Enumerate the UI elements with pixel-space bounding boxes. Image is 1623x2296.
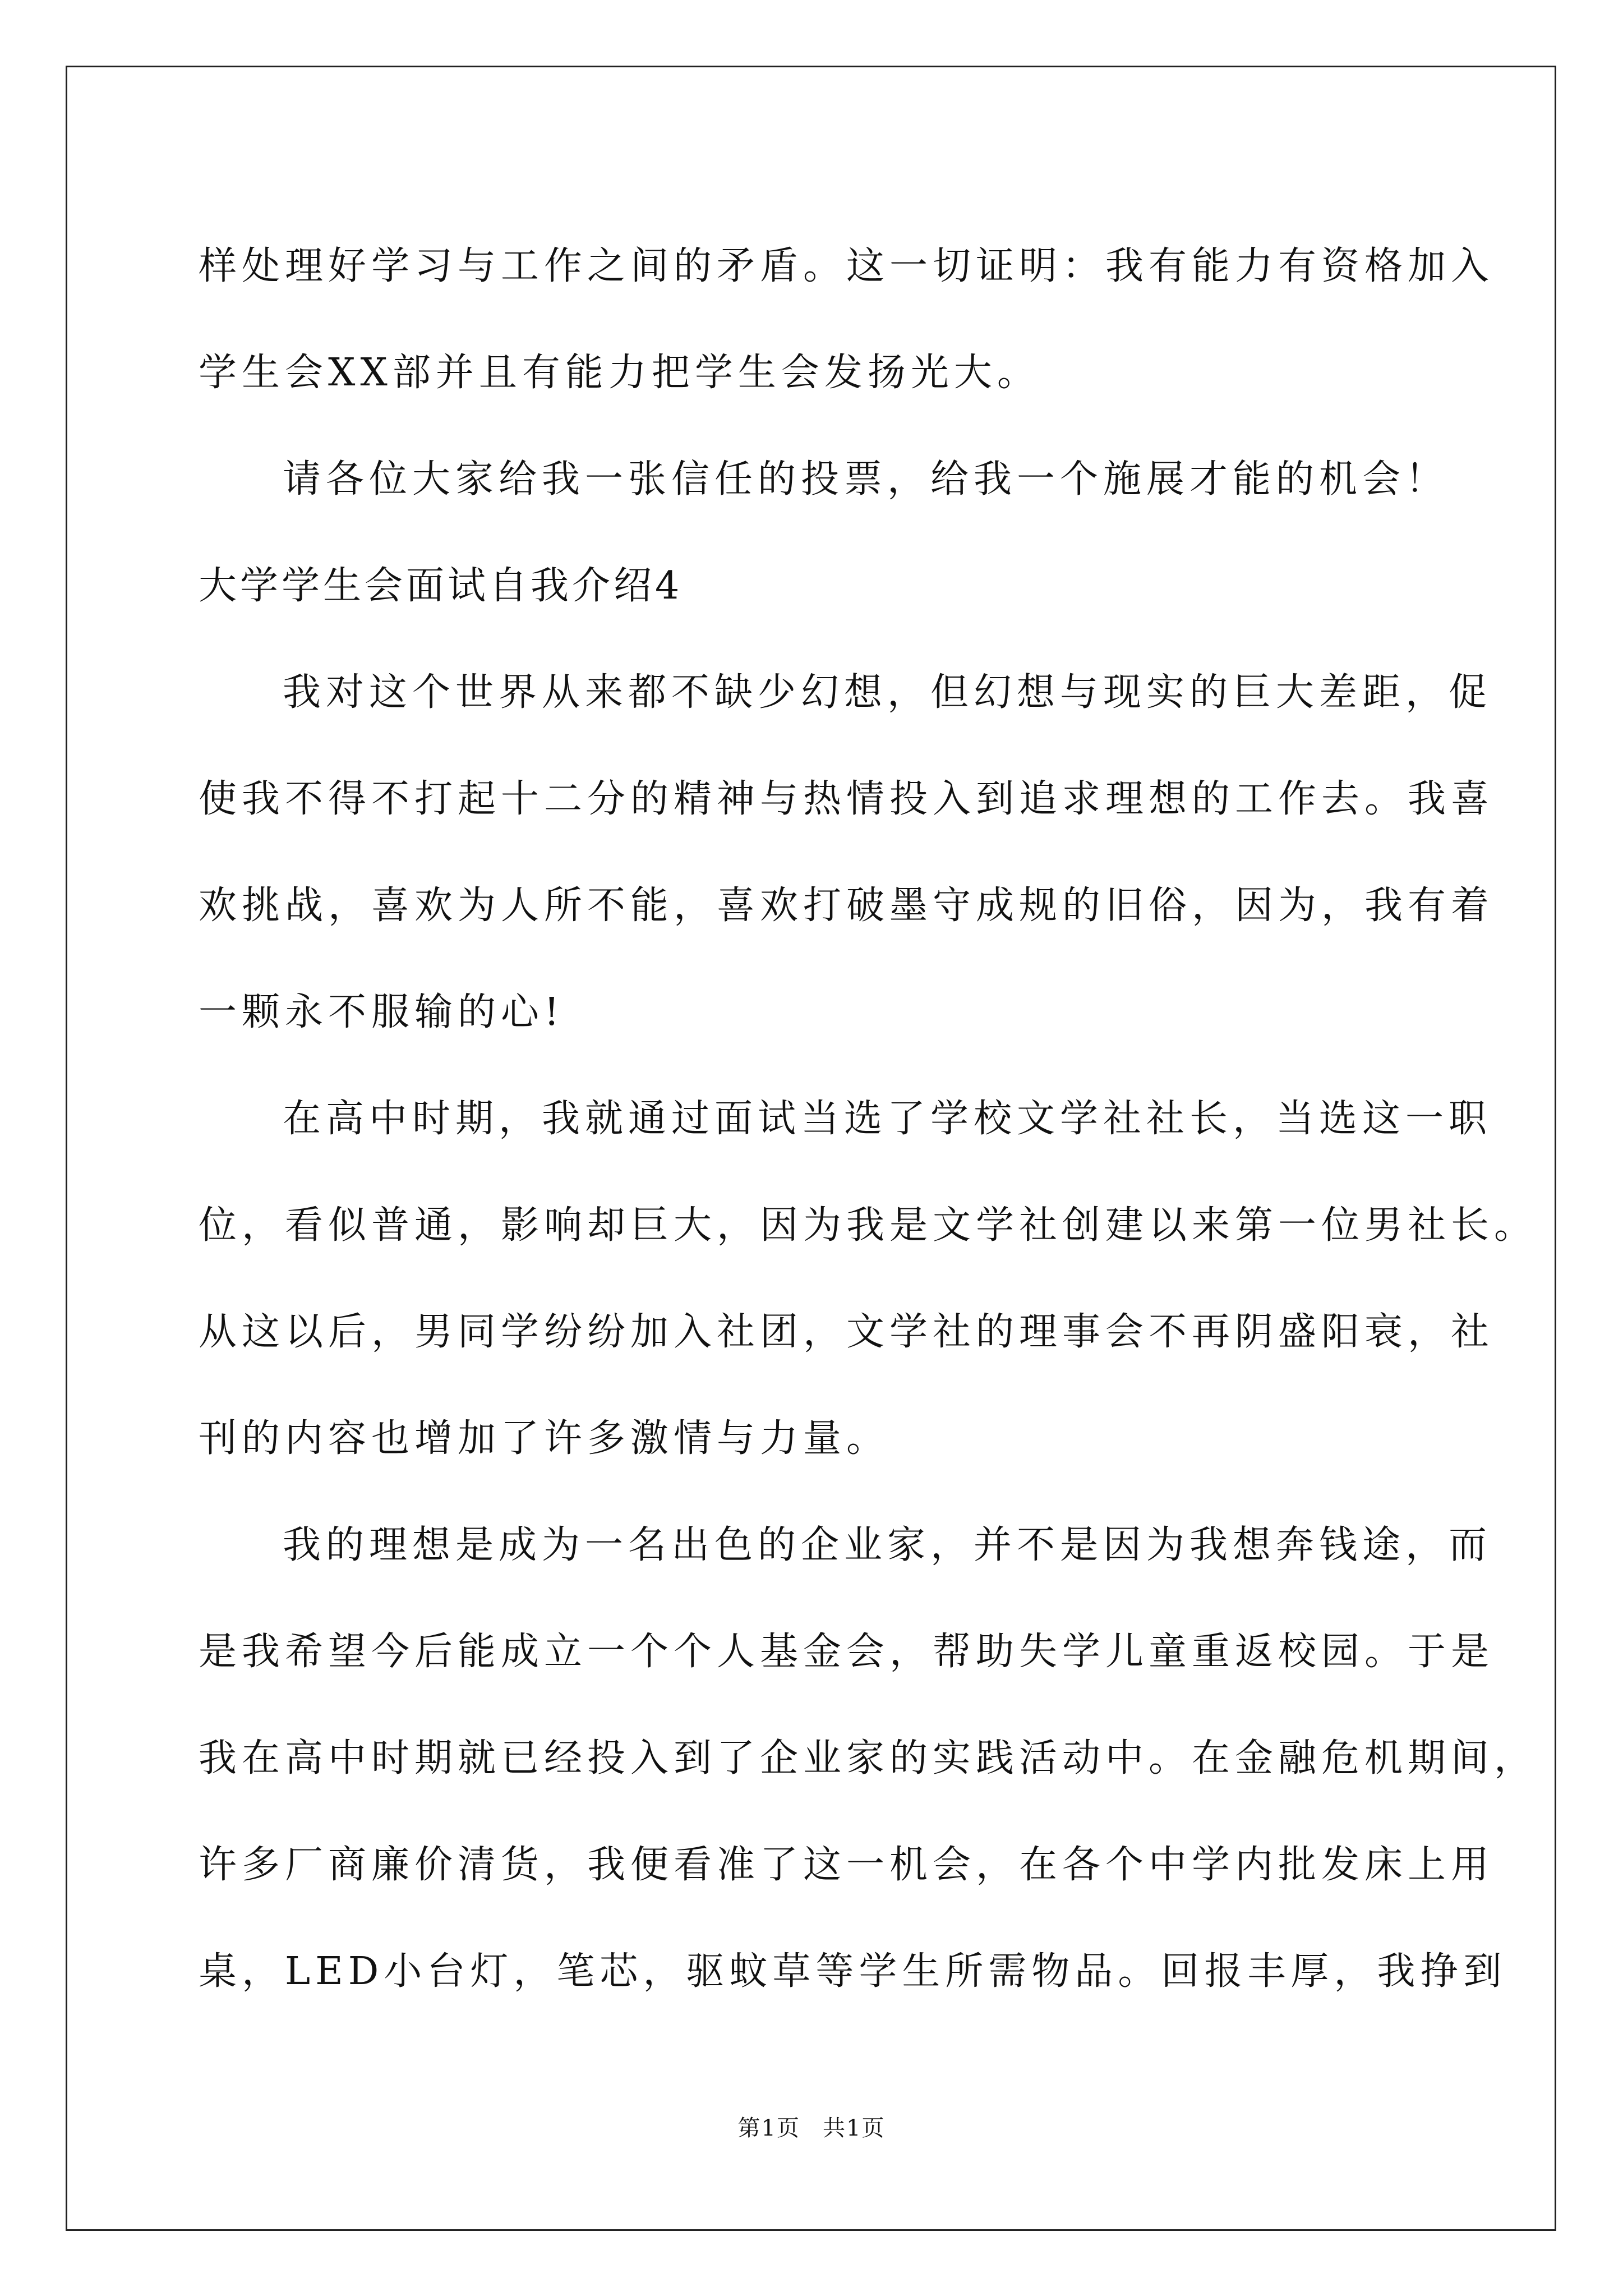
- text-line: 是我希望今后能成立一个个人基金会，帮助失学儿童重返校园。于是: [199, 1630, 1495, 1674]
- text-line: 使我不得不打起十二分的精神与热情投入到追求理想的工作去。我喜: [199, 777, 1495, 821]
- text-line: 桌，LED小台灯，笔芯，驱蚊草等学生所需物品。回报丰厚，我挣到: [199, 1949, 1507, 1994]
- document-body: [199, 213, 1538, 2025]
- page-footer: [0, 2110, 1623, 2142]
- paragraph-line: 在高中时期，我就通过面试当选了学校文学社社长，当选这一职: [283, 1097, 1492, 1141]
- section-heading: 大学学生会面试自我介绍4: [199, 564, 683, 608]
- paragraph-line: 请各位大家给我一张信任的投票，给我一个施展才能的机会！: [283, 457, 1449, 501]
- text-line: 我在高中时期就已经投入到了企业家的实践活动中。在金融危机期间，: [199, 1736, 1538, 1780]
- text-line: 位，看似普通，影响却巨大，因为我是文学社创建以来第一位男社长。: [199, 1203, 1538, 1248]
- page-number: 第1页: [737, 2115, 800, 2141]
- text-line: 许多厂商廉价清货，我便看准了这一机会，在各个中学内批发床上用: [199, 1843, 1495, 1887]
- page-total: 共1页: [823, 2115, 886, 2141]
- text-line: 欢挑战，喜欢为人所不能，喜欢打破墨守成规的旧俗，因为，我有着: [199, 884, 1495, 928]
- paragraph-line: 我对这个世界从来都不缺少幻想，但幻想与现实的巨大差距，促: [283, 670, 1492, 715]
- text-line: 从这以后，男同学纷纷加入社团，文学社的理事会不再阴盛阳衰，社: [199, 1310, 1495, 1354]
- text-line: 刊的内容也增加了许多激情与力量。: [199, 1416, 890, 1461]
- paragraph-line: 我的理想是成为一名出色的企业家，并不是因为我想奔钱途，而: [283, 1523, 1492, 1567]
- text-line: 样处理好学习与工作之间的矛盾。这一切证明：我有能力有资格加入: [199, 244, 1495, 288]
- text-line: 一颗永不服输的心!: [199, 990, 565, 1034]
- text-line: 学生会XX部并且有能力把学生会发扬光大。: [199, 351, 1040, 395]
